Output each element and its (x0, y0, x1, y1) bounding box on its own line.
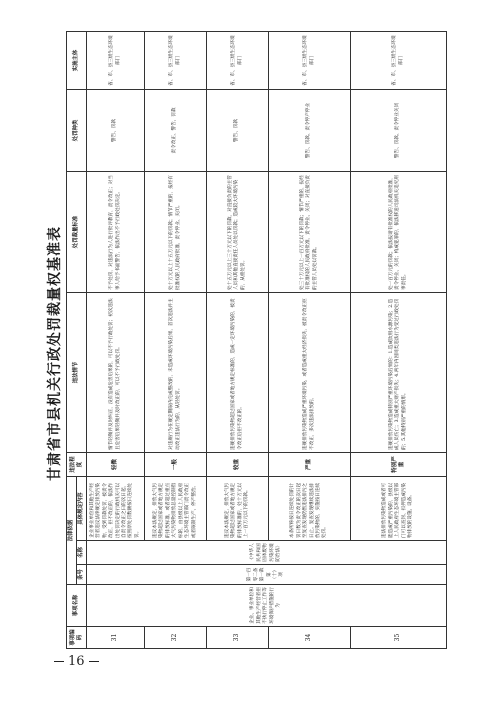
row-serial: 35 (351, 627, 447, 649)
row-subject: 省、市、县三级生态环境部门 (207, 32, 269, 90)
row-serial: 33 (207, 627, 269, 649)
page-number (50, 654, 130, 669)
row-kind: 警告、罚款、责令停业关闭 (351, 90, 447, 172)
row-standard: 处三十万元以上一百万元以下的罚款；情节严重的，报经有批准权的人民政府批准，责令停业、关闭；对直接负责的主管人员处以罚款。 (269, 172, 351, 293)
row-kind: 警告、罚款 (87, 90, 145, 172)
row-standard: 不予处罚，对违法行为人进行批评教育，责令改正；对当事人给予书面警告，依法作出不予行政处罚决定。 (87, 172, 145, 293)
header-standard: 处罚裁量标准 (67, 172, 87, 293)
page-title: 甘肃省市县机关行政处罚裁量权基准表 (47, 226, 63, 481)
header-subject: 实施主体 (67, 32, 87, 90)
row-serial: 34 (269, 627, 351, 649)
row-circumstances: 情节轻微并及时纠正，没有造成危害后果的，可以不予行政处罚；初次违法且危害后果轻微并及时改正的，可以不予行政处罚。 (87, 293, 145, 453)
law-code-line: 第一款 (260, 567, 266, 582)
row-serial: 32 (145, 627, 207, 649)
header-code: 条号 (77, 565, 87, 585)
row-level: 较重 (207, 453, 269, 477)
page-number-dash-right (89, 661, 99, 662)
header-name: 名称 (77, 541, 87, 565)
row-subject: 省、市、县三级生态环境部门 (145, 32, 207, 90)
row-standard: 处十五万元以上三十万元以下的罚款，对直接负责的主管人员和其他直接责任人员处以罚款；造成较大环境污染的，从重处罚。 (207, 172, 269, 293)
row-provision: 违反本法规定，排放大气污染物超过国家或者地方规定的排放标准，或者超过重点大气污染物排放总量控制指标的，由县级以上人民政府生态环境主管部门责令改正或者限制生产、停产整治。 (145, 477, 207, 541)
penalty-table (66, 31, 447, 649)
row-subject: 省、市、县三级生态环境部门 (269, 32, 351, 90)
row-subject: 省、市、县三级生态环境部门 (351, 32, 447, 90)
row-provision: 企业事业单位和其他生产经营者违反法律规定排放污染物，受到罚款处罚，被责令改正，拒不改正的，依法作出处罚决定的行政机关可以自责令改正之日的次日起，按照原处罚数额按日连续处罚。 (87, 477, 145, 541)
row-kind: 责令改正、警告、罚款 (145, 90, 207, 172)
row-provision: 本条所称按日连续处罚的计罚日数为责令改正的次日起至复查发现仍然违法排污之日止。复查发现继续违法排放污染物的，实施按日连续处罚。 (269, 477, 351, 541)
law-code-line: 第（十）项 (266, 567, 285, 582)
row-serial: 31 (87, 627, 145, 649)
header-provision: 具体规定内容 (77, 477, 87, 541)
header-serial: 事项编码 (67, 627, 87, 649)
row-circumstances: 违规排放污染物造成特别严重环境污染后果的：1.造成饮用水源污染；2.造成人员伤亡；3.造成重大财产损失；4.两年内因同类违法行为受过行政处罚的；5.其他特别严重的情形。 (351, 293, 447, 453)
header-circumstances: 违法情节 (67, 293, 87, 453)
row-kind: 警告、罚款 (207, 90, 269, 172)
row-item-name: 企业、事业单位和其他生产经营者拒不执行停止工作等环境保护措施的行为 (87, 585, 447, 627)
row-circumstances: 违规排放污染物造成严重环境污染，或者造成重大经济损失，被责令改正拒不改正，多次违法排放的。 (269, 293, 351, 453)
table-row (87, 32, 145, 649)
row-law-name: 《中华人民共和国固体废物污染环境防治法》 (87, 541, 447, 565)
law-code-line: 第一百零二条 (247, 567, 259, 582)
row-level: 一般 (145, 453, 207, 477)
row-provision: 违法排放污染物造成或者可能造成严重污染的，县级以上人民政府生态环境主管部门可以查封、扣押造成污染物排放的设施、设备。 (351, 477, 447, 541)
header-item: 事项名称 (67, 585, 87, 627)
row-standard: 处一百万元的罚款；依法报请有批准权的人民政府批准，责令停业、关闭；构成犯罪的，依法移送司法机关追究刑事责任。 (351, 172, 447, 293)
header-row-1 (67, 32, 77, 649)
row-standard: 处十万元以上十五万元以下的罚款；情节严重的，报经有批准权的人民政府批准，责令停业、关闭。 (145, 172, 207, 293)
header-law-basis: 法律依据 (67, 477, 77, 585)
page-number-value: 16 (68, 654, 85, 669)
page-number-dash-left (54, 661, 64, 662)
row-level: 严重 (269, 453, 351, 477)
row-provision: 违反本法规定，排放大气污染物超过国家或者地方规定的排放标准的，处十万元以上一百万元以下的罚款。 (207, 477, 269, 541)
header-kind: 处罚种类 (67, 90, 87, 172)
row-circumstances: 违规排放污染物超过国家或者地方规定标准的，造成一定环境污染的，被责令改正后拒不改正的。 (207, 293, 269, 453)
row-level: 特别严重 (351, 453, 447, 477)
row-circumstances: 对违规行为在规定期限内完成整改的，未造成环境污染后果，首次违法并主动改正违法行为的，从轻处罚。 (145, 293, 207, 453)
header-level: 违法程度 (67, 453, 87, 477)
row-subject: 省、市、县三级生态环境部门 (87, 32, 145, 90)
row-law-code (87, 565, 447, 585)
row-level: 轻微 (87, 453, 145, 477)
row-kind: 警告、罚款、责令停产停业 (269, 90, 351, 172)
